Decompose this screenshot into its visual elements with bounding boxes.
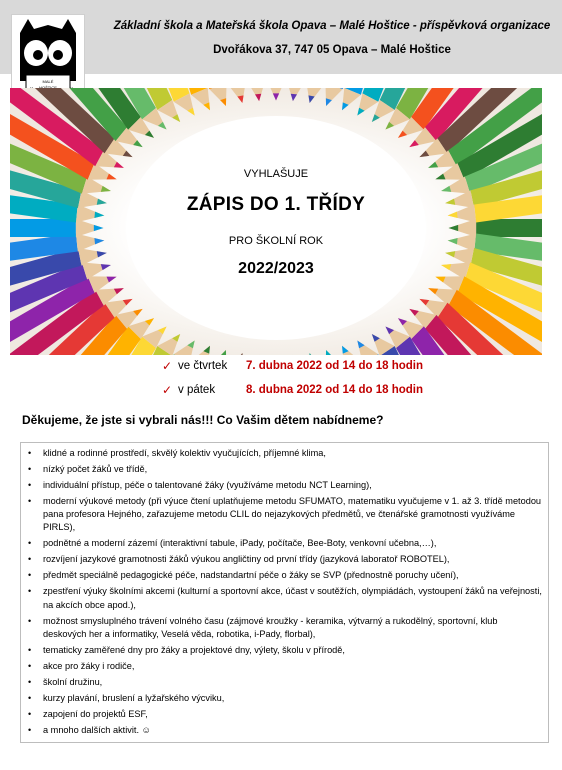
bullet-icon: •	[28, 496, 32, 506]
list-item	[21, 495, 548, 535]
list-item	[21, 724, 548, 737]
list-item	[21, 553, 548, 566]
list-item	[21, 479, 548, 492]
school-address: Dvořákova 37, 747 05 Opava – Malé Hoštice	[213, 44, 451, 56]
list-item-text: a mnoho dalších aktivit. ☺	[43, 724, 151, 735]
offers-box	[20, 442, 549, 743]
logo-small-text-1: MALÉ	[42, 79, 54, 84]
list-item-text: klidné a rodinné prostředí, skvělý kolektiv vyučujících, příjemné klima,	[43, 448, 326, 458]
list-item-text: moderní výukové metody (při výuce čtení uplatňujeme metodu SFUMATO, matematiku vyučujeme v 1. až 3. třídě metodou pana profesora Hejného, zařazujeme metodu CLIL do nejazykových předmětů, ve čtenářské gramotnosti využíváme PIRLS),	[43, 496, 542, 533]
list-item-text: předmět speciálně pedagogické péče, nadstandartní péče o žáky se SVP (přednostně poruchy učení),	[43, 570, 459, 581]
owl-logo-icon	[12, 15, 84, 99]
school-name: Základní škola a Mateřská škola Opava – Malé Hoštice - příspěvková organizace	[113, 20, 551, 32]
bullet-icon: •	[28, 480, 32, 490]
list-item	[21, 585, 548, 611]
checkmark-icon: ✓	[162, 383, 173, 397]
bullet-icon: •	[28, 676, 32, 687]
list-item	[21, 644, 548, 657]
list-item	[21, 537, 548, 550]
date-day: v pátek	[178, 384, 216, 396]
list-item	[21, 615, 548, 641]
bullet-icon: •	[28, 586, 32, 597]
list-item	[21, 463, 548, 476]
checkmark-icon: ✓	[162, 359, 173, 373]
bullet-icon: •	[28, 644, 32, 655]
list-item-text: možnost smysluplného trávení volného času (zájmové kroužky - keramika, výtvarný a rukodělný, sportovní, klub deskových her a informatiky, Veselá věda, robotika, i-Pady, florbal),	[43, 615, 498, 639]
list-item	[21, 708, 548, 721]
list-item-text: nízký počet žáků ve třídě,	[43, 464, 148, 474]
list-item-text: kurzy plavání, bruslení a lyžařského výcviku,	[43, 692, 225, 703]
list-item	[21, 692, 548, 705]
bullet-icon: •	[28, 615, 32, 626]
list-item	[21, 447, 548, 460]
date-day: ve čtvrtek	[178, 360, 228, 372]
list-item-text: tematicky zaměřené dny pro žáky a projektové dny, výlety, školu v přírodě,	[43, 644, 345, 655]
thanks-heading: Děkujeme, že jste si vybrali nás!!! Co Vašim dětem nabídneme?	[22, 413, 384, 427]
announces-text: VYHLAŠUJE	[243, 168, 309, 180]
bullet-icon: •	[28, 464, 32, 474]
list-item-text: individuální přístup, péče o talentované žáky (využíváme metodu NCT Learning),	[43, 480, 372, 490]
bullet-icon: •	[28, 660, 32, 671]
hero-text	[10, 88, 542, 355]
school-year: 2022/2023	[238, 260, 314, 277]
bullet-icon: •	[28, 448, 32, 458]
bullet-icon: •	[28, 570, 32, 581]
offers-list	[21, 447, 548, 740]
bullet-icon: •	[28, 708, 32, 719]
bullet-icon: •	[28, 692, 32, 703]
bullet-icon: •	[28, 554, 32, 565]
list-item-text: rozvíjení jazykové gramotnosti žáků výukou angličtiny od první třídy (jazyková laboratoř ROBOTEL),	[43, 554, 450, 565]
list-item-text: zpestření výuky školními akcemi (kulturní a sportovní akce, účast v soutěžích, olympiádách, vystoupení žáků na veřejnosti, na akcích obce apod.),	[43, 586, 542, 610]
list-item	[21, 676, 548, 689]
list-item-text: školní družinu,	[43, 676, 103, 687]
list-item-text: zapojení do projektů ESF,	[43, 708, 148, 719]
bullet-icon: •	[28, 724, 32, 735]
date-time: 7. dubna 2022 od 14 do 18 hodin	[246, 360, 424, 372]
date-time: 8. dubna 2022 od 14 do 18 hodin	[246, 384, 424, 396]
list-item	[21, 569, 548, 582]
page-title: ZÁPIS DO 1. TŘÍDY	[186, 194, 366, 215]
list-item-text: podnětné a moderní zázemí (interaktivní tabule, iPady, počítače, Bee-Boty, venkovní učebna,…),	[43, 538, 437, 549]
bullet-icon: •	[28, 538, 32, 549]
list-item	[21, 660, 548, 673]
school-year-label: PRO ŠKOLNÍ ROK	[228, 235, 324, 247]
list-item-text: akce pro žáky i rodiče,	[43, 660, 135, 671]
